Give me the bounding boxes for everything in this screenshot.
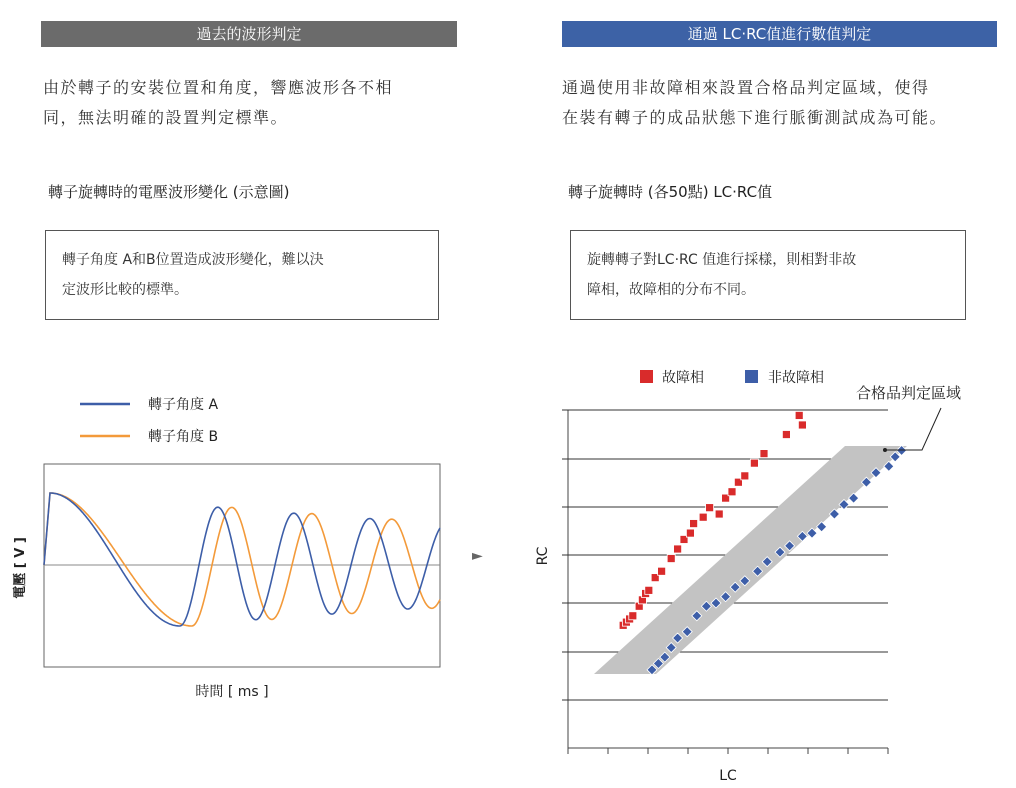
annotation-dot xyxy=(883,448,887,452)
nonfault-point xyxy=(829,509,839,519)
annotation-leader-line xyxy=(883,408,941,450)
fault-point xyxy=(795,411,803,419)
nonfault-point xyxy=(785,541,795,551)
nonfault-point xyxy=(701,601,711,611)
pass-zone-band xyxy=(594,446,907,674)
fault-point xyxy=(680,535,688,543)
fault-point xyxy=(728,488,736,496)
fault-point xyxy=(741,472,749,480)
fault-point xyxy=(635,602,643,610)
nonfault-point xyxy=(673,633,683,643)
right-description-line1: 通過使用非故障相來設置合格品判定區域，使得 xyxy=(562,78,930,97)
wave-series-b xyxy=(44,493,440,626)
fault-point xyxy=(638,596,646,604)
right-note-box xyxy=(570,230,966,320)
fault-point xyxy=(706,504,714,512)
left-subtitle: 轉子旋轉時的電壓波形變化 (示意圖) xyxy=(48,183,290,201)
scatter-x-label: LC xyxy=(719,768,737,784)
nonfault-point xyxy=(797,531,807,541)
left-note-line1: 轉子角度 A和B位置造成波形變化，難以決 xyxy=(62,252,324,268)
fault-point xyxy=(722,494,730,502)
waveform-y-label: 電壓 [ V ] xyxy=(13,537,28,599)
fault-point xyxy=(645,586,653,594)
left-header: 過去的波形判定 xyxy=(41,21,457,47)
legend-label-b: 轉子角度 B xyxy=(148,429,219,445)
legend-marker-fault xyxy=(640,370,653,383)
fault-point xyxy=(658,567,666,575)
wave-series-a xyxy=(44,493,440,626)
fault-point xyxy=(699,513,707,521)
fault-point xyxy=(674,545,682,553)
waveform-x-label: 時間 [ ms ] xyxy=(195,684,269,700)
nonfault-point xyxy=(890,452,900,462)
nonfault-point xyxy=(730,582,740,592)
fault-point xyxy=(686,529,694,537)
nonfault-point xyxy=(849,493,859,503)
left-note-box xyxy=(45,230,439,320)
nonfault-point xyxy=(775,547,785,557)
fault-point xyxy=(715,510,723,518)
nonfault-point xyxy=(861,477,871,487)
fault-point xyxy=(642,590,650,598)
nonfault-point xyxy=(740,576,750,586)
nonfault-point xyxy=(682,627,692,637)
arrow-icon: ► xyxy=(472,548,483,564)
nonfault-point xyxy=(753,566,763,576)
fault-point xyxy=(626,615,634,623)
fault-point xyxy=(782,431,790,439)
fault-point xyxy=(622,618,630,626)
fault-point xyxy=(798,421,806,429)
legend-label-a: 轉子角度 A xyxy=(148,397,219,413)
fault-point xyxy=(734,478,742,486)
legend-label-fault: 故障相 xyxy=(662,370,704,386)
fault-point xyxy=(750,459,758,467)
right-header: 通過 LC·RC值進行數值判定 xyxy=(562,21,997,47)
fault-point xyxy=(760,450,768,458)
fault-point xyxy=(667,555,675,563)
legend-marker-nonfault xyxy=(745,370,758,383)
nonfault-point xyxy=(897,445,907,455)
right-description-line2: 在裝有轉子的成品狀態下進行脈衝測試成為可能。 xyxy=(562,108,948,127)
nonfault-point xyxy=(711,598,721,608)
nonfault-point xyxy=(660,652,670,662)
fault-point xyxy=(629,612,637,620)
fault-point xyxy=(619,621,627,629)
pass-zone-annotation: 合格品判定區域 xyxy=(856,384,962,402)
right-note-line2: 障相，故障相的分布不同。 xyxy=(587,282,755,298)
nonfault-point xyxy=(762,557,772,567)
fault-point xyxy=(690,520,698,528)
nonfault-point xyxy=(692,611,702,621)
right-note-line1: 旋轉轉子對LC·RC 值進行採樣，則相對非故 xyxy=(587,252,857,268)
nonfault-point xyxy=(666,643,676,653)
right-description xyxy=(562,73,947,133)
left-description-line2: 同，無法明確的設置判定標準。 xyxy=(43,108,289,127)
waveform-frame xyxy=(44,464,440,667)
nonfault-point xyxy=(807,528,817,538)
legend-label-nonfault: 非故障相 xyxy=(768,370,824,386)
nonfault-point xyxy=(884,461,894,471)
nonfault-point xyxy=(647,665,657,675)
nonfault-point xyxy=(721,592,731,602)
left-description-line1: 由於轉子的安裝位置和角度，響應波形各不相 xyxy=(43,78,394,97)
nonfault-point xyxy=(653,658,663,668)
left-description xyxy=(43,73,393,133)
nonfault-point xyxy=(817,522,827,532)
nonfault-point xyxy=(839,499,849,509)
nonfault-point xyxy=(871,468,881,478)
scatter-y-label: RC xyxy=(535,546,551,566)
fault-point xyxy=(651,574,659,582)
right-subtitle: 轉子旋轉時 (各50點) LC·RC值 xyxy=(568,183,773,201)
left-note-line2: 定波形比較的標準。 xyxy=(62,282,188,298)
